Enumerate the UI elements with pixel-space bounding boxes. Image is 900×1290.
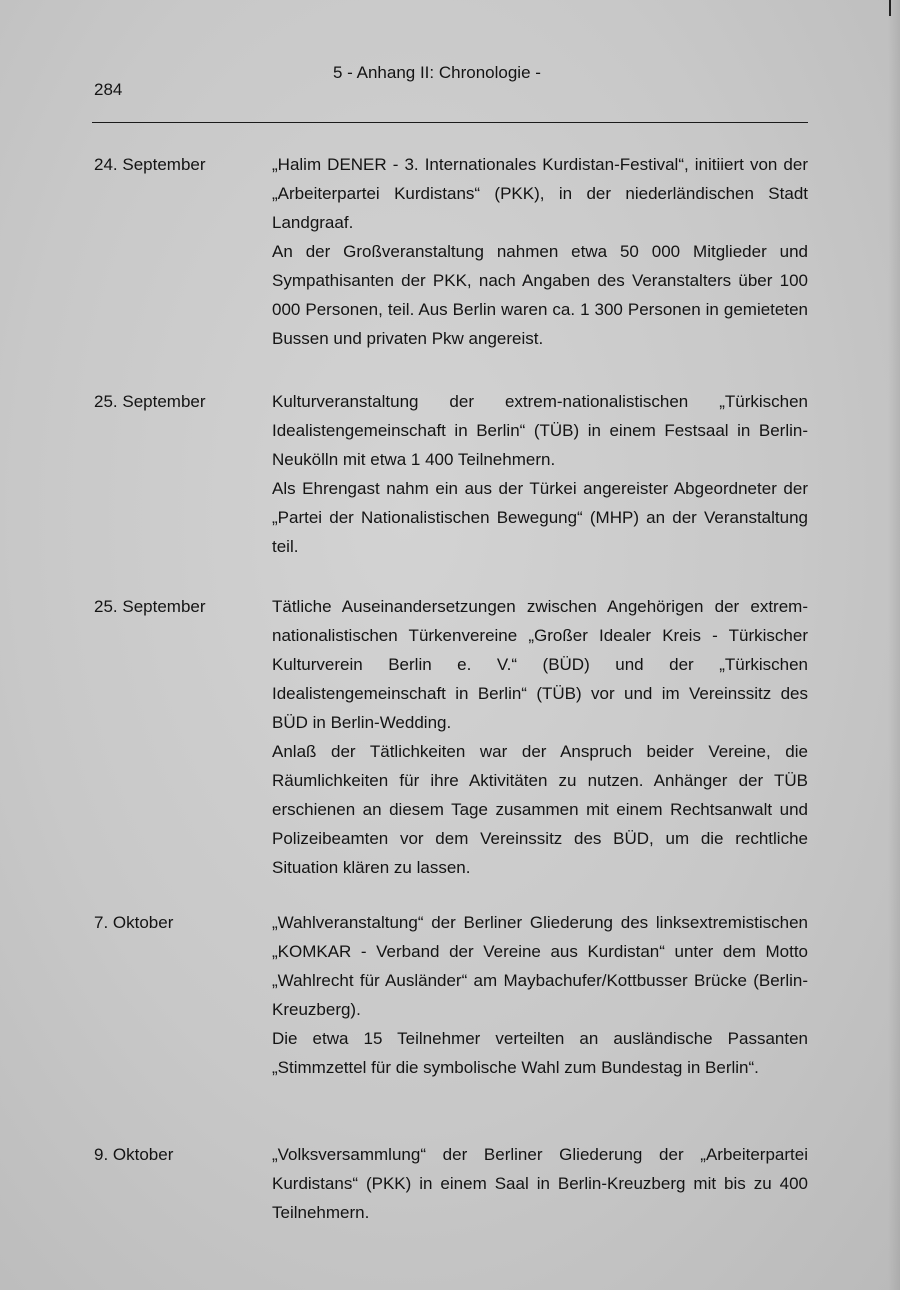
entry-text xyxy=(272,387,808,561)
entry-paragraph: Als Ehrengast nahm ein aus der Türkei angereister Abgeordneter der „Partei der Nationalistischen Bewegung“ (MHP) an der Veranstaltung teil. xyxy=(272,479,808,556)
running-title: 5 - Anhang II: Chronologie - xyxy=(333,63,541,82)
entry-paragraph: „Wahlveranstaltung“ der Berliner Gliederung des linksextremistischen „KOMKAR - Verband der Vereine aus Kurdistan“ unter dem Motto „Wahlrecht für Ausländer“ am Maybachufer/Kottbusser Brücke (Berlin-Kreuzberg). xyxy=(272,913,808,1019)
entry-text xyxy=(272,592,808,882)
page-number: 284 xyxy=(94,80,123,99)
entry-paragraph: „Volksversammlung“ der Berliner Gliederung der „Arbeiterpartei Kurdistans“ (PKK) in einem Saal in Berlin-Kreuzberg mit bis zu 400 Teilnehmern. xyxy=(272,1145,808,1222)
header-rule xyxy=(92,122,808,123)
entry-date: 9. Oktober xyxy=(94,1145,174,1164)
entry-date: 24. September xyxy=(94,155,206,174)
entry-date: 25. September xyxy=(94,392,206,411)
entry-paragraph: Kulturveranstaltung der extrem-nationalistischen „Türkischen Idealistengemeinschaft in Berlin“ (TÜB) in einem Festsaal in Berlin-Neukölln mit etwa 1 400 Teilnehmern. xyxy=(272,392,808,469)
entry-date: 25. September xyxy=(94,597,206,616)
entry-date: 7. Oktober xyxy=(94,913,174,932)
entry-text xyxy=(272,150,808,353)
entry-paragraph: Die etwa 15 Teilnehmer verteilten an ausländische Passanten „Stimmzettel für die symbolische Wahl zum Bundestag in Berlin“. xyxy=(272,1029,808,1077)
entry-text xyxy=(272,1140,808,1227)
entry-paragraph: Tätliche Auseinandersetzungen zwischen Angehörigen der extrem-nationalistischen Türkenvereine „Großer Idealer Kreis - Türkischer Kulturverein Berlin e. V.“ (BÜD) und der „Türkischen Idealistengemeinschaft in Berlin“ (TÜB) vor und im Vereinssitz des BÜD in Berlin-Wedding. xyxy=(272,597,808,732)
entry-paragraph: „Halim DENER - 3. Internationales Kurdistan-Festival“, initiiert von der „Arbeiterpartei Kurdistans“ (PKK), in der niederländischen Stadt Landgraaf. xyxy=(272,155,808,232)
entry-text xyxy=(272,908,808,1082)
entry-paragraph: Anlaß der Tätlichkeiten war der Anspruch beider Vereine, die Räumlichkeiten für ihre Aktivitäten zu nutzen. Anhänger der TÜB erschienen an diesem Tage zusammen mit einem Rechtsanwalt und Polizeibeamten vor dem Vereinssitz des BÜD, um die rechtliche Situation klären zu lassen. xyxy=(272,742,808,877)
page-edge-shadow xyxy=(888,0,900,1290)
scan-edge-mark xyxy=(889,0,891,16)
entry-paragraph: An der Großveranstaltung nahmen etwa 50 000 Mitglieder und Sympathisanten der PKK, nach Angaben des Veranstalters über 100 000 Personen, teil. Aus Berlin waren ca. 1 300 Personen in gemieteten Bussen und privaten Pkw angereist. xyxy=(272,242,808,348)
